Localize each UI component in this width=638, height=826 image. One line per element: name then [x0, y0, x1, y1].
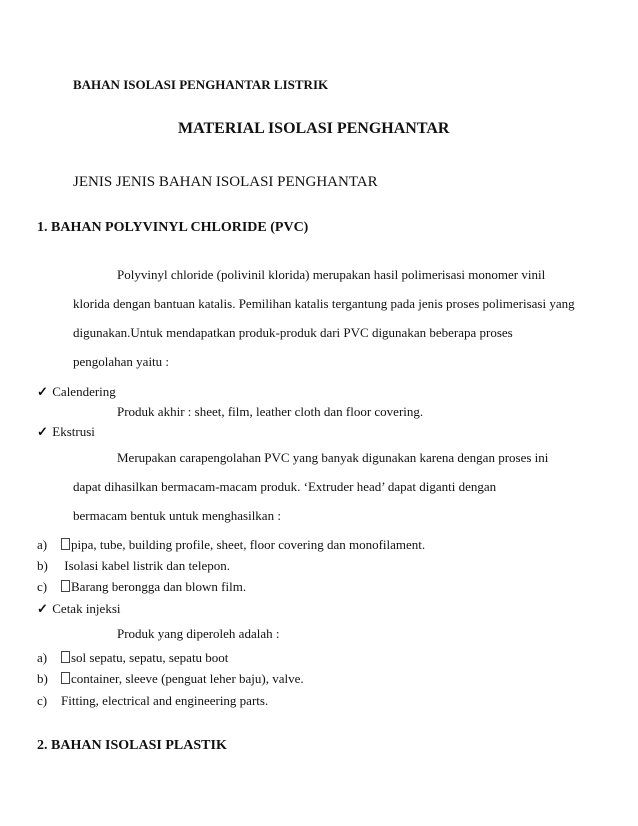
list-item	[37, 537, 425, 553]
list-item-text: Barang berongga dan blown film.	[71, 579, 247, 594]
calendering-label: Calendering	[52, 384, 116, 399]
list-marker: b)	[37, 558, 48, 573]
section1-heading: 1. BAHAN POLYVINYL CHLORIDE (PVC)	[37, 220, 309, 235]
missing-glyph-icon	[61, 538, 70, 550]
cetak-desc: Produk yang diperoleh adalah :	[117, 626, 280, 641]
check-icon: ✓	[37, 384, 48, 399]
list-marker: b)	[37, 671, 48, 686]
list-item	[37, 693, 268, 709]
list-item	[37, 671, 304, 687]
ekstrusi-item	[37, 424, 95, 440]
missing-glyph-icon	[61, 672, 70, 684]
ekstrusi-para-line: bermacam bentuk untuk menghasilkan :	[73, 508, 281, 523]
list-item-text: Fitting, electrical and engineering parts.	[61, 693, 269, 708]
list-marker: a)	[37, 537, 48, 552]
section2-heading: 2. BAHAN ISOLASI PLASTIK	[37, 738, 227, 753]
list-item	[37, 579, 246, 595]
page-subtitle: JENIS JENIS BAHAN ISOLASI PENGHANTAR	[73, 174, 378, 190]
list-marker: c)	[37, 579, 48, 594]
list-item-text: container, sleeve (penguat leher baju), valve.	[71, 671, 304, 686]
page-title: MATERIAL ISOLASI PENGHANTAR	[178, 120, 450, 137]
check-icon: ✓	[37, 424, 48, 439]
calendering-item	[37, 384, 116, 400]
missing-glyph-icon	[61, 651, 70, 663]
ekstrusi-para-line: dapat dihasilkan bermacam-macam produk. ‘Extruder head’ dapat diganti dengan	[73, 479, 497, 494]
section1-para-line: pengolahan yaitu :	[73, 354, 170, 369]
list-item-text: pipa, tube, building profile, sheet, floor covering dan monofilament.	[71, 537, 426, 552]
list-item	[37, 650, 228, 666]
list-marker: a)	[37, 650, 48, 665]
list-item-text: sol sepatu, sepatu, sepatu boot	[71, 650, 229, 665]
cetak-label: Cetak injeksi	[52, 601, 121, 616]
section1-para-line: digunakan.Untuk mendapatkan produk-produk dari PVC digunakan beberapa proses	[73, 325, 513, 340]
cetak-item	[37, 601, 121, 617]
ekstrusi-para-line: Merupakan carapengolahan PVC yang banyak digunakan karena dengan proses ini	[117, 450, 549, 465]
list-item-text: Isolasi kabel listrik dan telepon.	[61, 558, 230, 573]
list-item	[37, 558, 230, 574]
section1-para-line: klorida dengan bantuan katalis. Pemilihan katalis tergantung pada jenis proses polimerisasi yang	[73, 296, 575, 311]
missing-glyph-icon	[61, 580, 70, 592]
list-marker: c)	[37, 693, 48, 708]
section1-para-line: Polyvinyl chloride (polivinil klorida) merupakan hasil polimerisasi monomer vinil	[117, 267, 546, 282]
ekstrusi-label: Ekstrusi	[52, 424, 95, 439]
header-text: BAHAN ISOLASI PENGHANTAR LISTRIK	[73, 77, 329, 92]
check-icon: ✓	[37, 601, 48, 616]
calendering-desc: Produk akhir : sheet, film, leather cloth dan floor covering.	[117, 404, 424, 419]
